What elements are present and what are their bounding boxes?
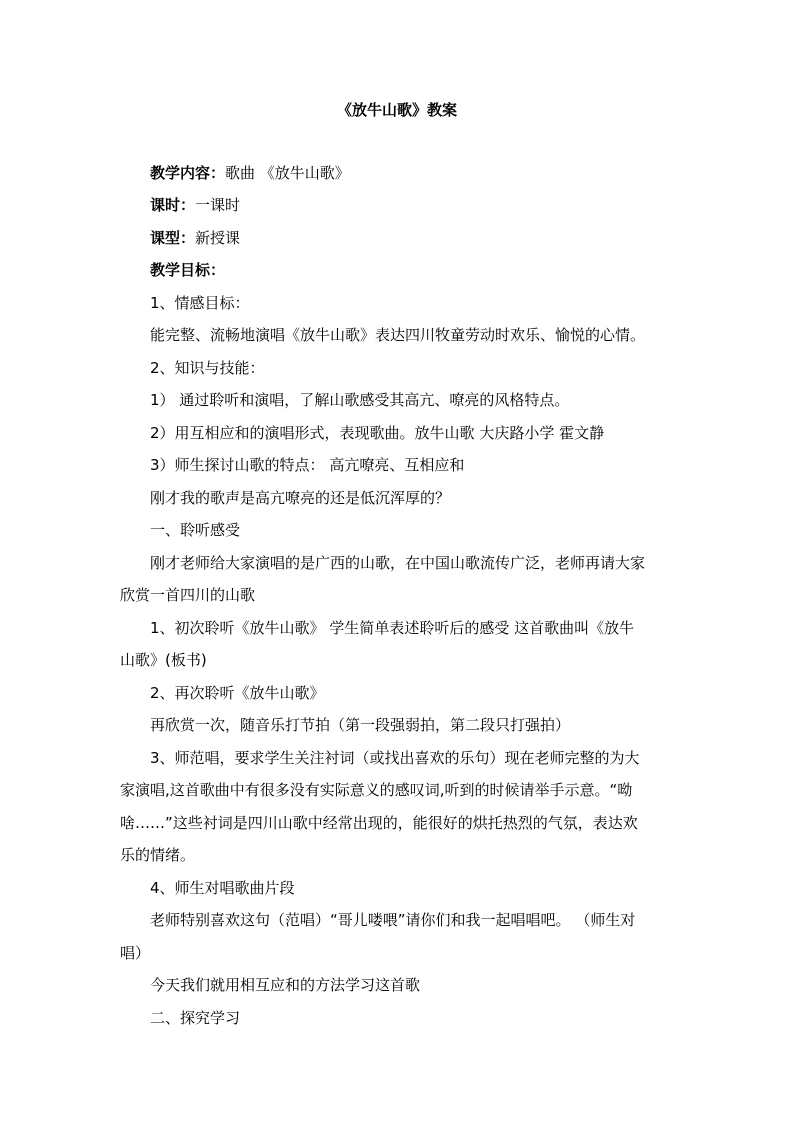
step-2-heading: 2、再次聆听《放牛山歌》	[150, 684, 325, 702]
step-3-line-3: 啥……”这些衬词是四川山歌中经常出现的，能很好的烘托热烈的气氛，表达欢	[120, 814, 638, 832]
goal-1-text: 能完整、流畅地演唱《放牛山歌》表达四川牧童劳动时欢乐、愉悦的心情。	[150, 326, 646, 344]
lesson-type-value: 新授课	[195, 229, 241, 247]
lesson-type-line	[150, 226, 680, 250]
goal-2-item-1: 1） 通过聆听和演唱，了解山歌感受其高亢、嘹亮的风格特点。	[150, 391, 570, 409]
lesson-type-label: 课型：	[150, 229, 196, 247]
section-1-heading: 一、聆听感受	[150, 521, 241, 539]
step-4-line-2: 唱）	[120, 944, 151, 962]
step-4-line-1: 老师特别喜欢这句（范唱）“哥儿喽喂”请你们和我一起唱唱吧。 （师生对	[150, 911, 636, 929]
section-2-heading: 二、探究学习	[150, 1009, 241, 1027]
step-2-text: 再欣赏一次，随音乐打节拍（第一段强弱拍，第二段只打强拍）	[150, 716, 571, 734]
question-line: 刚才我的歌声是高亢嘹亮的还是低沉浑厚的？	[150, 489, 451, 507]
teaching-content-line	[150, 161, 680, 185]
document-title: 《放牛山歌》教案	[336, 101, 457, 119]
step-3-line-1: 3、师范唱，要求学生关注衬词（或找出喜欢的乐句）现在老师完整的为大	[150, 749, 640, 767]
teaching-content-label: 教学内容：	[150, 164, 226, 182]
step-1-line-2: 山歌》(板书)	[120, 651, 207, 669]
goal-2-heading: 2、知识与技能：	[150, 359, 265, 377]
paragraph-1-line-1: 刚才老师给大家演唱的是广西的山歌，在中国山歌流传广泛，老师再请大家	[150, 554, 646, 572]
teaching-goals-heading: 教学目标：	[150, 261, 226, 279]
class-hours-line	[150, 193, 680, 217]
class-hours-value: 一课时	[195, 196, 241, 214]
goal-2-item-2: 2）用互相应和的演唱形式，表现歌曲。放牛山歌 大庆路小学 霍文静	[150, 424, 605, 442]
paragraph-1-line-2: 欣赏一首四川的山歌	[120, 586, 256, 604]
teaching-content-value: 歌曲 《放牛山歌》	[225, 164, 350, 182]
goal-2-item-3: 3）师生探讨山歌的特点： 高亢嘹亮、互相应和	[150, 456, 465, 474]
step-3-line-2: 家演唱,这首歌曲中有很多没有实际意义的感叹词,听到的时候请举手示意。“呦	[120, 781, 633, 799]
step-1-line-1: 1、初次聆听《放牛山歌》 学生简单表述聆听后的感受 这首歌曲叫《放牛	[150, 619, 635, 637]
goal-1-heading: 1、情感目标：	[150, 294, 250, 312]
step-4-heading: 4、师生对唱歌曲片段	[150, 879, 295, 897]
step-3-line-4: 乐的情绪。	[120, 846, 196, 864]
today-line: 今天我们就用相互应和的方法学习这首歌	[150, 976, 421, 994]
class-hours-label: 课时：	[150, 196, 196, 214]
